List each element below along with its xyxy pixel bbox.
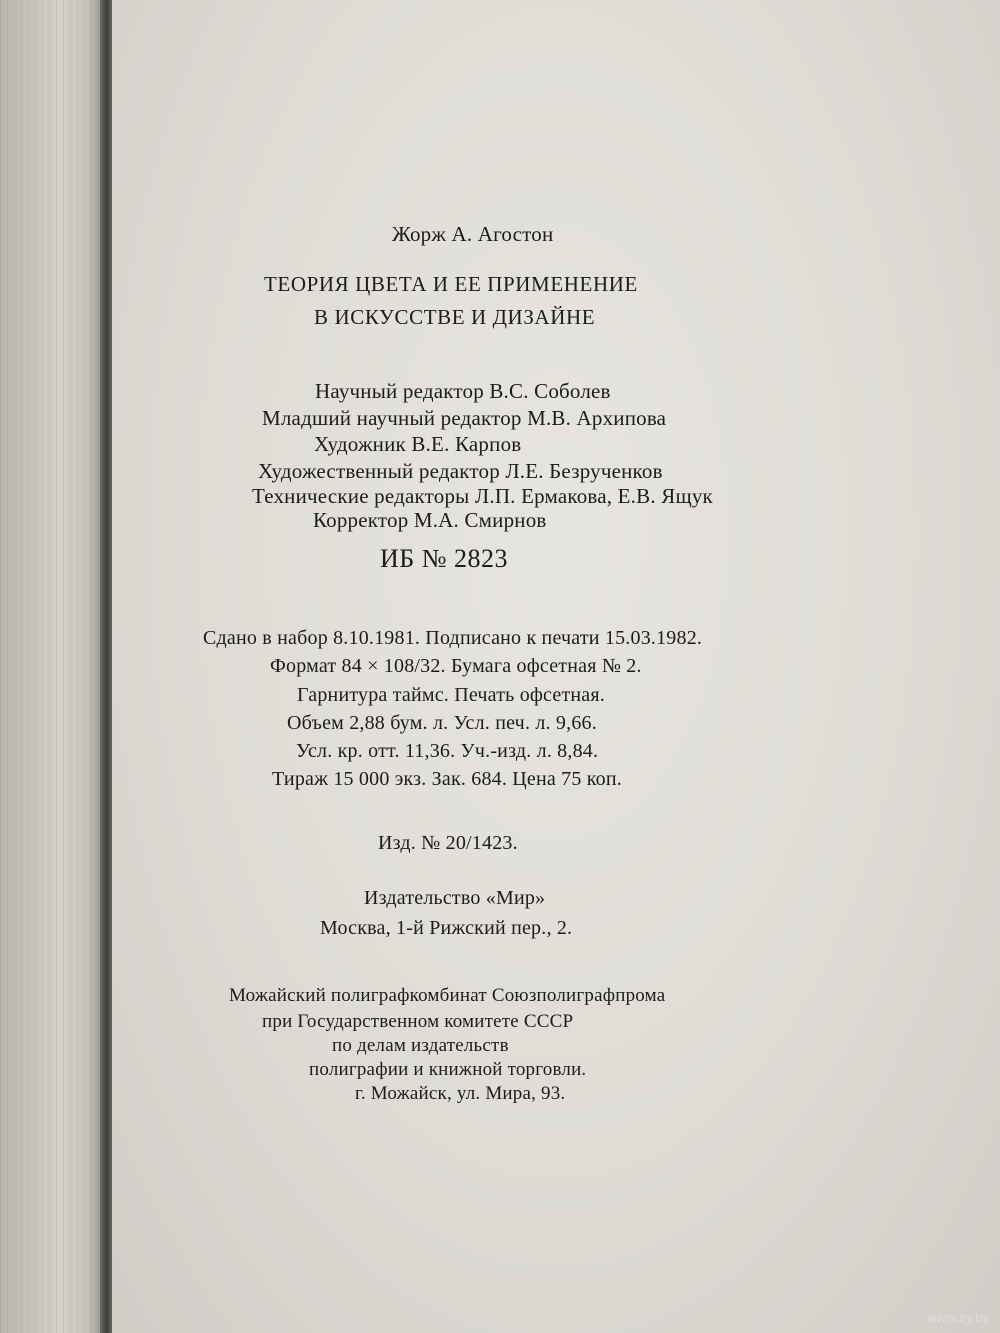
page-edge-lines xyxy=(0,0,104,1333)
publishing-info-line: Объем 2,88 бум. л. Усл. печ. л. 9,66. xyxy=(287,712,597,734)
publisher-name: Издательство «Мир» xyxy=(364,887,546,909)
printer-line: Можайский полиграфкомбинат Союзполиграфпрома xyxy=(229,985,666,1006)
imprint-text xyxy=(112,0,1000,1333)
printer-line: по делам издательств xyxy=(332,1035,509,1056)
ib-number: ИБ № 2823 xyxy=(380,544,509,573)
site-watermark: www.ay.by xyxy=(926,1311,990,1325)
credit-scientific-editor: Научный редактор В.С. Соболев xyxy=(315,379,611,403)
publisher-address: Москва, 1-й Рижский пер., 2. xyxy=(320,917,573,939)
book-title-line-2: В ИСКУССТВЕ И ДИЗАЙНЕ xyxy=(314,305,596,329)
publishing-info-line: Тираж 15 000 экз. Зак. 684. Цена 75 коп. xyxy=(272,768,622,790)
credit-proofreader: Корректор М.А. Смирнов xyxy=(313,508,547,532)
imprint-page xyxy=(112,0,1000,1333)
credit-art-editor: Художественный редактор Л.Е. Безрученков xyxy=(258,459,663,483)
printer-line: при Государственном комитете СССР xyxy=(262,1011,574,1032)
author-name: Жорж А. Агостон xyxy=(392,222,554,246)
izd-number: Изд. № 20/1423. xyxy=(378,832,518,854)
page-edges-left xyxy=(0,0,108,1333)
printer-line: г. Можайск, ул. Мира, 93. xyxy=(355,1083,566,1104)
book-title-line-1: ТЕОРИЯ ЦВЕТА И ЕЕ ПРИМЕНЕНИЕ xyxy=(264,272,638,296)
credit-artist: Художник В.Е. Карпов xyxy=(314,432,522,456)
publishing-info-line: Формат 84 × 108/32. Бумага офсетная № 2. xyxy=(270,655,642,677)
credit-junior-editor: Младший научный редактор М.В. Архипова xyxy=(262,406,667,430)
printer-line: полиграфии и книжной торговли. xyxy=(309,1059,587,1080)
publishing-info-line: Сдано в набор 8.10.1981. Подписано к печати 15.03.1982. xyxy=(203,627,703,649)
publishing-info-line: Гарнитура таймс. Печать офсетная. xyxy=(297,684,605,706)
credit-technical-editors: Технические редакторы Л.П. Ермакова, Е.В. Ящук xyxy=(252,484,713,508)
publishing-info-line: Усл. кр. отт. 11,36. Уч.-изд. л. 8,84. xyxy=(296,740,599,762)
